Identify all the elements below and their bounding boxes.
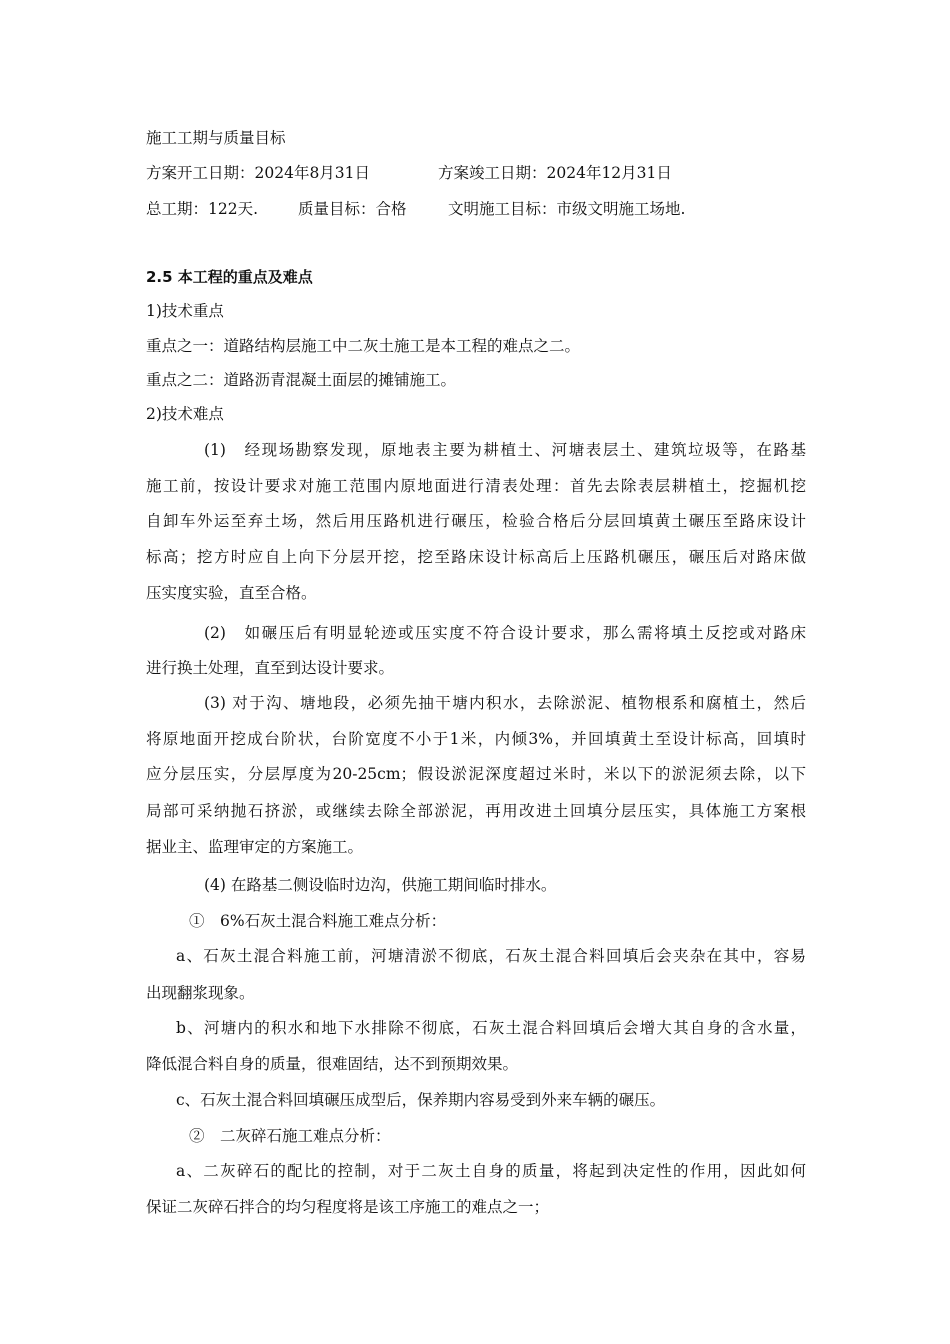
schedule-heading: 施工工期与质量目标 — [146, 129, 286, 147]
paragraph-line: a、石灰土混合料施工前，河塘清淤不彻底，石灰土混合料回填后会夹杂在其中，容易 — [176, 947, 806, 965]
paragraph-line: c、石灰土混合料回填碾压成型后，保养期内容易受到外来车辆的碾压。 — [176, 1091, 666, 1109]
paragraph-line: 据业主、监理审定的方案施工。 — [146, 838, 364, 856]
paragraph-line: (1) 经现场勘察发现，原地表主要为耕植土、河塘表层土、建筑垃圾等，在路基 — [204, 441, 806, 459]
start-date: 方案开工日期：2024年8月31日 — [146, 164, 371, 182]
paragraph-line: 标高；挖方时应自上向下分层开挖，挖至路床设计标高后上压路机碾压，碾压后对路床做 — [146, 548, 806, 566]
paragraph-line: 保证二灰碎石拌合的均匀程度将是该工序施工的难点之一； — [146, 1198, 550, 1216]
paragraph-line: (2) 如碾压后有明显轮迹或压实度不符合设计要求，那么需将填土反挖或对路床 — [204, 624, 806, 642]
quality-goal: 质量目标：合格 — [298, 200, 407, 218]
paragraph-line: 自卸车外运至弃土场，然后用压路机进行碾压，检验合格后分层回填黄土碾压至路床设计 — [146, 512, 806, 530]
paragraph-line: 降低混合料自身的质量，很难固结，达不到预期效果。 — [146, 1055, 519, 1073]
paragraph-line: 压实度实验，直至合格。 — [146, 584, 317, 602]
paragraph-line: 将原地面开挖成台阶状，台阶宽度不小于1米，内倾3%，并回填黄土至设计标高，回填时 — [146, 730, 806, 748]
civil-construction-goal: 文明施工目标：市级文明施工场地. — [448, 200, 686, 218]
paragraph-line: 施工前，按设计要求对施工范围内原地面进行清表处理：首先去除表层耕植土，挖掘机挖 — [146, 477, 806, 495]
total-period: 总工期：122天. — [146, 200, 259, 218]
key-points-heading: 1)技术重点 — [146, 302, 224, 320]
key-point-item: 重点之二：道路沥青混凝土面层的摊铺施工。 — [146, 371, 457, 389]
end-date: 方案竣工日期：2024年12月31日 — [438, 164, 672, 182]
paragraph-line: 出现翻浆现象。 — [146, 984, 255, 1002]
paragraph-line: 应分层压实，分层厚度为20-25cm；假设淤泥深度超过米时，米以下的淤泥须去除，以下 — [146, 765, 806, 783]
paragraph-line: a、二灰碎石的配比的控制，对于二灰土自身的质量，将起到决定性的作用，因此如何 — [176, 1162, 806, 1180]
key-point-item: 重点之一：道路结构层施工中二灰土施工是本工程的难点之二。 — [146, 337, 581, 355]
paragraph-line: (3) 对于沟、塘地段，必须先抽干塘内积水，去除淤泥、植物根系和腐植土，然后 — [204, 694, 806, 712]
paragraph-line: 进行换土处理，直至到达设计要求。 — [146, 659, 395, 677]
analysis-heading: ② 二灰碎石施工难点分析： — [189, 1127, 391, 1145]
difficulties-heading: 2)技术难点 — [146, 405, 224, 423]
paragraph-line: 局部可采纳抛石挤淤，或继续去除全部淤泥，再用改进土回填分层压实，具体施工方案根 — [146, 802, 806, 820]
paragraph-line: b、河塘内的积水和地下水排除不彻底，石灰土混合料回填后会增大其自身的含水量， — [176, 1019, 806, 1037]
analysis-heading: ① 6%石灰土混合料施工难点分析： — [189, 912, 447, 930]
section-title: 2.5 本工程的重点及难点 — [146, 268, 313, 286]
paragraph-line: (4) 在路基二侧设临时边沟，供施工期间临时排水。 — [204, 876, 557, 894]
